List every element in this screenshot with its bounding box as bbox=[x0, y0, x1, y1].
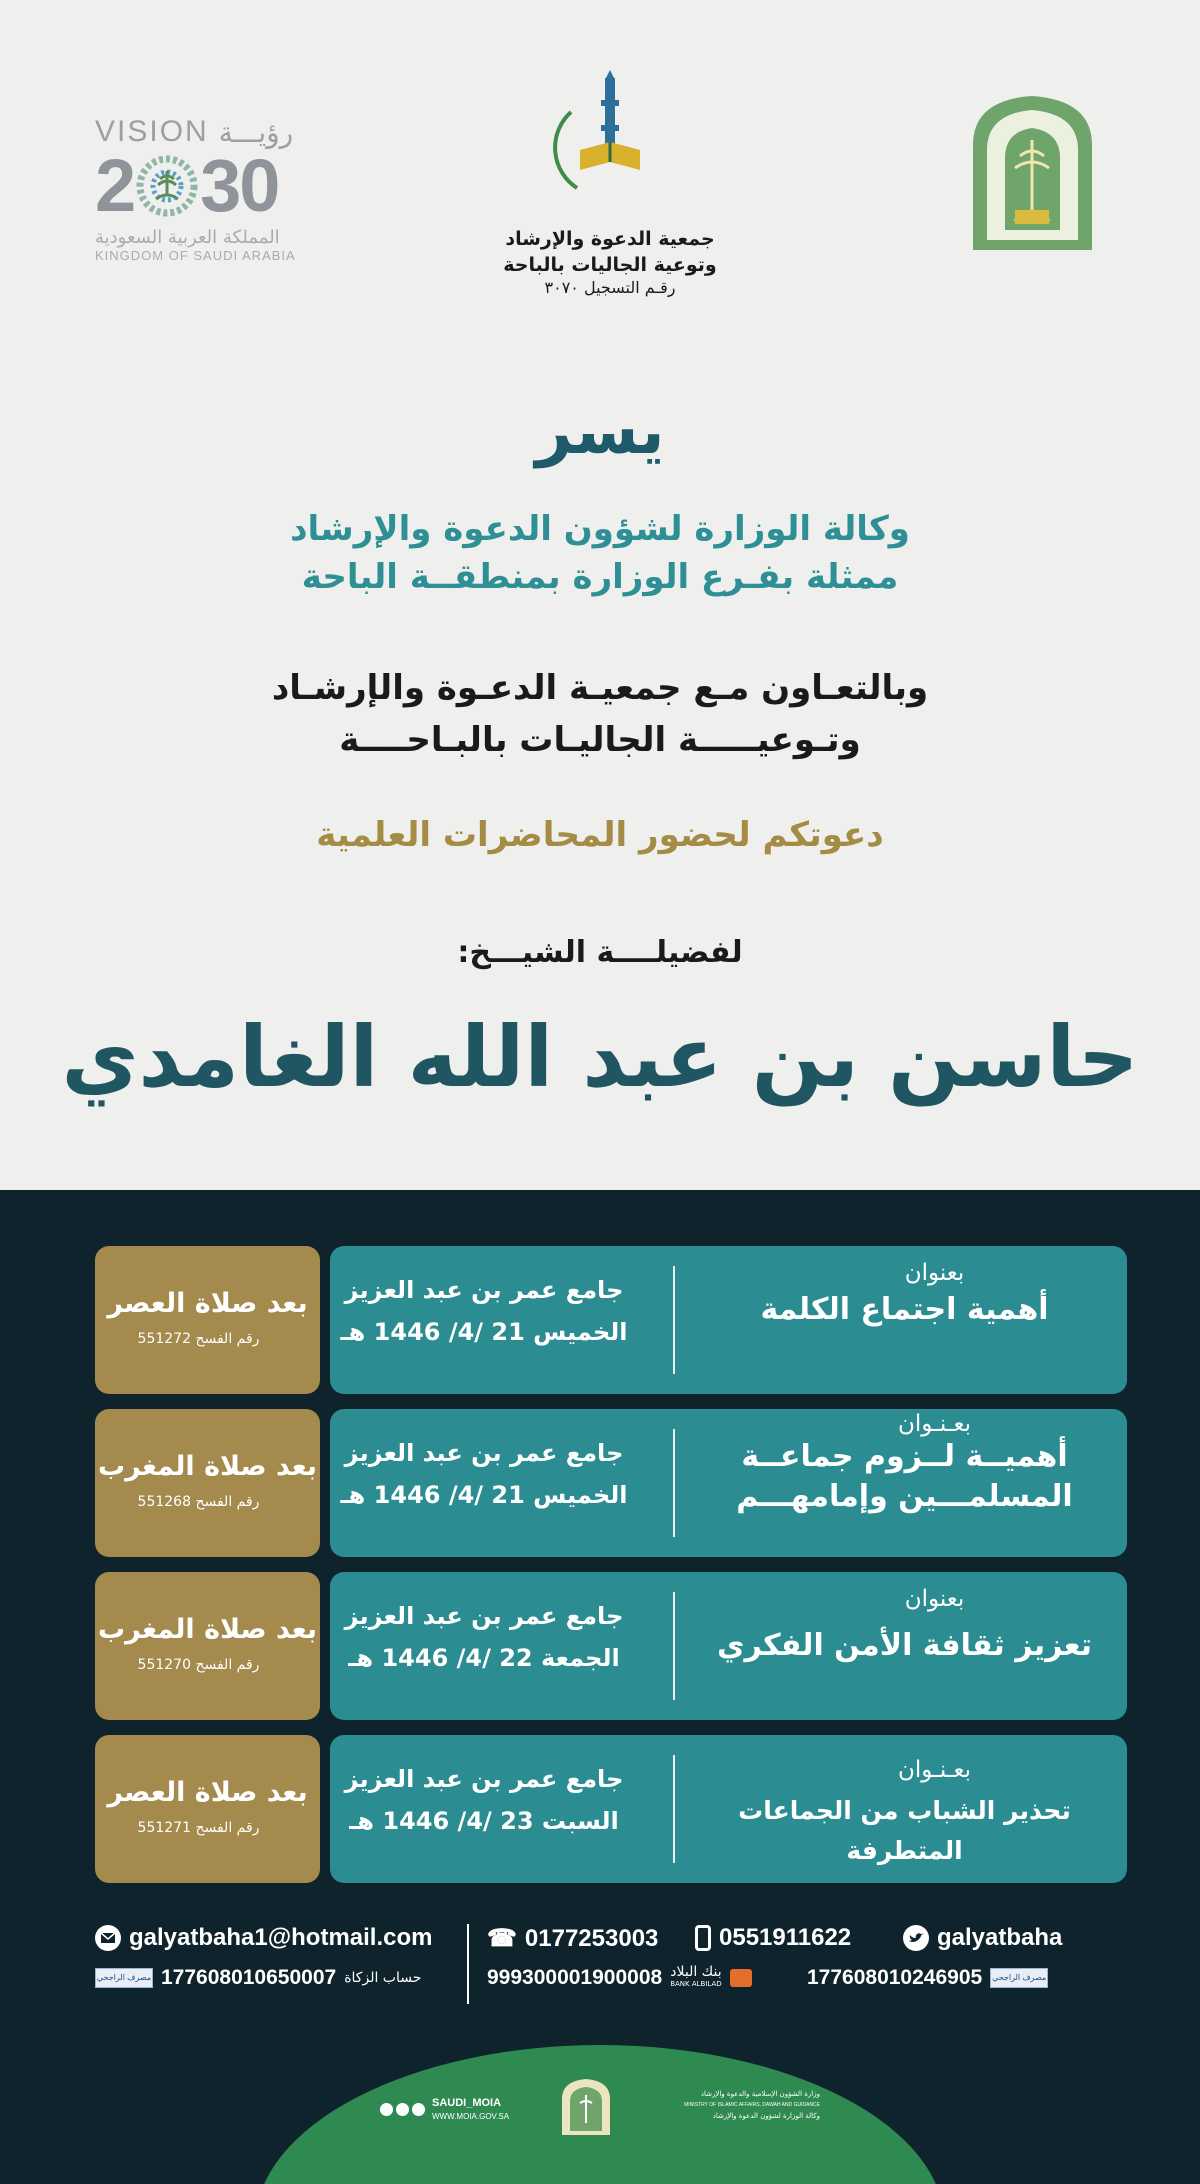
heading-sheikh-title: لفضيلــــة الشيـــخ: bbox=[457, 935, 743, 970]
phone-icon: ☎ bbox=[487, 1925, 517, 1952]
heading-sheikh-name: حاسن بن عبد الله الغامدي bbox=[61, 1008, 1139, 1106]
lecture-card bbox=[95, 1735, 1127, 1883]
lecture-title-column bbox=[682, 1409, 1127, 1557]
lecture-time-box bbox=[95, 1246, 320, 1394]
lecture-title: أهميــة لــزوم جماعــة bbox=[741, 1439, 1068, 1474]
heading-coop-line2: وتـوعيـــــة الجاليـات بالبـاحــــة bbox=[339, 720, 861, 760]
lecture-permit: رقم الفسح 551271 bbox=[137, 1820, 260, 1836]
albilad-account-number: 999300001900008 bbox=[487, 1966, 663, 1989]
email-icon bbox=[95, 1925, 121, 1951]
albilad-icon bbox=[730, 1969, 752, 1987]
association-registration: رقـم التسجيل ٣٠٧٠ bbox=[544, 278, 676, 297]
lecture-info-box bbox=[330, 1409, 1127, 1557]
mosque-quran-icon bbox=[535, 70, 685, 220]
lecture-title-line2: المسلمـــين وإمامهـــم bbox=[736, 1479, 1073, 1514]
lecture-permit: رقم الفسح 551270 bbox=[137, 1657, 260, 1673]
lecture-mosque: جامع عمر بن عبد العزيز bbox=[344, 1765, 624, 1793]
lecture-permit: رقم الفسح 551272 bbox=[137, 1331, 260, 1347]
heading-invitation: دعوتكم لحضور المحاضرات العلمية bbox=[316, 815, 884, 855]
lecture-label: بعـنـوان bbox=[897, 1411, 972, 1437]
mobile-number[interactable]: 0551911622 bbox=[719, 1924, 852, 1951]
lecture-time: بعد صلاة المغرب bbox=[98, 1614, 317, 1645]
vision-year-left: 2 bbox=[95, 144, 135, 227]
lecture-info-box bbox=[330, 1735, 1127, 1883]
lecture-time-box bbox=[95, 1572, 320, 1720]
lecture-title-column bbox=[682, 1246, 1127, 1394]
heading-agency-line1: وكالة الوزارة لشؤون الدعوة والإرشاد bbox=[290, 509, 910, 549]
vision-en: VISION bbox=[95, 115, 209, 148]
email-address[interactable]: galyatbaha1@hotmail.com bbox=[129, 1924, 433, 1951]
account-row bbox=[95, 1966, 1105, 2006]
zakat-account bbox=[95, 1966, 421, 1990]
footer-agency-ar: وكالة الوزارة لشؤون الدعوة والإرشاد bbox=[712, 2112, 820, 2120]
snapchat-icon[interactable] bbox=[380, 2103, 393, 2116]
twitter-handle[interactable]: galyatbaha bbox=[937, 1924, 1063, 1951]
lecture-mosque: جامع عمر بن عبد العزيز bbox=[344, 1276, 624, 1304]
zakat-account-number: 177608010650007 bbox=[161, 1966, 337, 1989]
lecture-info-box bbox=[330, 1246, 1127, 1394]
footer-brand-block bbox=[432, 2097, 509, 2123]
lecture-date: الجمعة 22 /4/ 1446 هـ bbox=[348, 1644, 620, 1672]
association-logo bbox=[500, 70, 720, 297]
albilad-bank-logo bbox=[670, 1966, 721, 1990]
lecture-title: أهمية اجتماع الكلمة bbox=[760, 1292, 1049, 1327]
lecture-title-column bbox=[682, 1735, 1127, 1883]
lecture-time-box bbox=[95, 1409, 320, 1557]
email-contact[interactable] bbox=[95, 1924, 432, 1952]
heading-cooperation bbox=[0, 662, 1200, 766]
heading-agency bbox=[0, 505, 1200, 601]
lecture-title: تعزيز ثقافة الأمن الفكري bbox=[716, 1628, 1092, 1663]
heading-agency-line2: ممثلة بفـرع الوزارة بمنطقــة الباحة bbox=[301, 557, 899, 597]
lecture-date: الخميس 21 /4/ 1446 هـ bbox=[340, 1481, 628, 1509]
phone-number[interactable]: 0177253003 bbox=[524, 1924, 659, 1952]
footer-brand: SAUDI_MOIA bbox=[432, 2097, 502, 2109]
vision-kingdom-ar: المملكة العربية السعودية bbox=[95, 227, 280, 248]
albilad-name-ar: بنك البلاد bbox=[670, 1964, 722, 1980]
lecture-time: بعد صلاة العصر bbox=[107, 1777, 308, 1808]
vision-kingdom-en: KINGDOM OF SAUDI ARABIA bbox=[95, 248, 296, 263]
rajhi-account bbox=[807, 1966, 1048, 1990]
lecture-title-column bbox=[682, 1572, 1127, 1720]
social-icons bbox=[380, 2103, 425, 2116]
lecture-title: تحذير الشباب من الجماعات المتطرفة bbox=[738, 1796, 1071, 1865]
lecture-time: بعد صلاة المغرب bbox=[98, 1451, 317, 1482]
twitter-footer-icon[interactable] bbox=[412, 2103, 425, 2116]
facebook-icon[interactable] bbox=[396, 2103, 409, 2116]
lecture-mosque: جامع عمر بن عبد العزيز bbox=[344, 1439, 624, 1467]
footer-ministry-en: MINISTRY OF ISLAMIC AFFAIRS, DAWAH AND GUIDANCE bbox=[684, 2102, 820, 2108]
association-name-line2: وتوعية الجاليات بالباحة bbox=[503, 254, 717, 276]
lecture-time: بعد صلاة العصر bbox=[107, 1288, 308, 1319]
footer-bar bbox=[380, 2085, 820, 2145]
albilad-account bbox=[487, 1966, 752, 1990]
lecture-place-column bbox=[330, 1409, 678, 1557]
rajhi-bank-logo: مصرف الراجحي bbox=[990, 1968, 1048, 1988]
palm-swords-icon bbox=[136, 155, 198, 217]
lecture-card bbox=[95, 1409, 1127, 1557]
lecture-label: بعنوان bbox=[904, 1260, 965, 1286]
rajhi-account-number: 177608010246905 bbox=[807, 1966, 983, 1989]
footer-site[interactable]: WWW.MOIA.GOV.SA bbox=[432, 2112, 510, 2121]
rajhi-bank-logo: مصرف الراجحي bbox=[95, 1968, 153, 1988]
lecture-place-column bbox=[330, 1572, 678, 1720]
albilad-name-en: BANK ALBILAD bbox=[670, 1980, 722, 1988]
twitter-icon bbox=[903, 1925, 929, 1951]
lecture-label: بعنوان bbox=[904, 1586, 965, 1612]
heading-coop-line1: وبالتعـاون مـع جمعيـة الدعـوة والإرشـاد bbox=[271, 668, 929, 708]
phone-contact[interactable] bbox=[487, 1924, 658, 1953]
footer-ministry-text bbox=[650, 2089, 820, 2122]
lecture-time-box bbox=[95, 1735, 320, 1883]
footer-ministry-emblem-icon bbox=[558, 2077, 614, 2137]
vision-year-right: 30 bbox=[200, 144, 279, 227]
lecture-permit: رقم الفسح 551268 bbox=[137, 1494, 260, 1510]
lecture-place-column bbox=[330, 1735, 678, 1883]
mobile-contact[interactable] bbox=[695, 1924, 851, 1952]
lecture-date: الخميس 21 /4/ 1446 هـ bbox=[340, 1318, 628, 1346]
association-name-line1: جمعية الدعوة والإرشاد bbox=[505, 228, 715, 250]
mobile-icon bbox=[695, 1925, 711, 1951]
lecture-date: السبت 23 /4/ 1446 هـ bbox=[349, 1807, 619, 1835]
lecture-label: بعـنـوان bbox=[897, 1757, 972, 1783]
lecture-info-box bbox=[330, 1572, 1127, 1720]
footer-ministry-ar: وزارة الشؤون الإسلامية والدعوة والإرشاد bbox=[700, 2090, 820, 2098]
ministry-emblem-icon bbox=[965, 90, 1100, 255]
vision-2030-logo bbox=[95, 115, 335, 275]
vision-ar: رؤيـــة bbox=[218, 115, 294, 149]
zakat-account-label: حساب الزكاة bbox=[344, 1970, 422, 1986]
heading-yusr: يسر bbox=[535, 395, 665, 469]
lecture-card bbox=[95, 1246, 1127, 1394]
contact-row bbox=[95, 1924, 1105, 1964]
lecture-mosque: جامع عمر بن عبد العزيز bbox=[344, 1602, 624, 1630]
twitter-contact[interactable] bbox=[903, 1924, 1062, 1952]
lecture-card bbox=[95, 1572, 1127, 1720]
lecture-place-column bbox=[330, 1246, 678, 1394]
